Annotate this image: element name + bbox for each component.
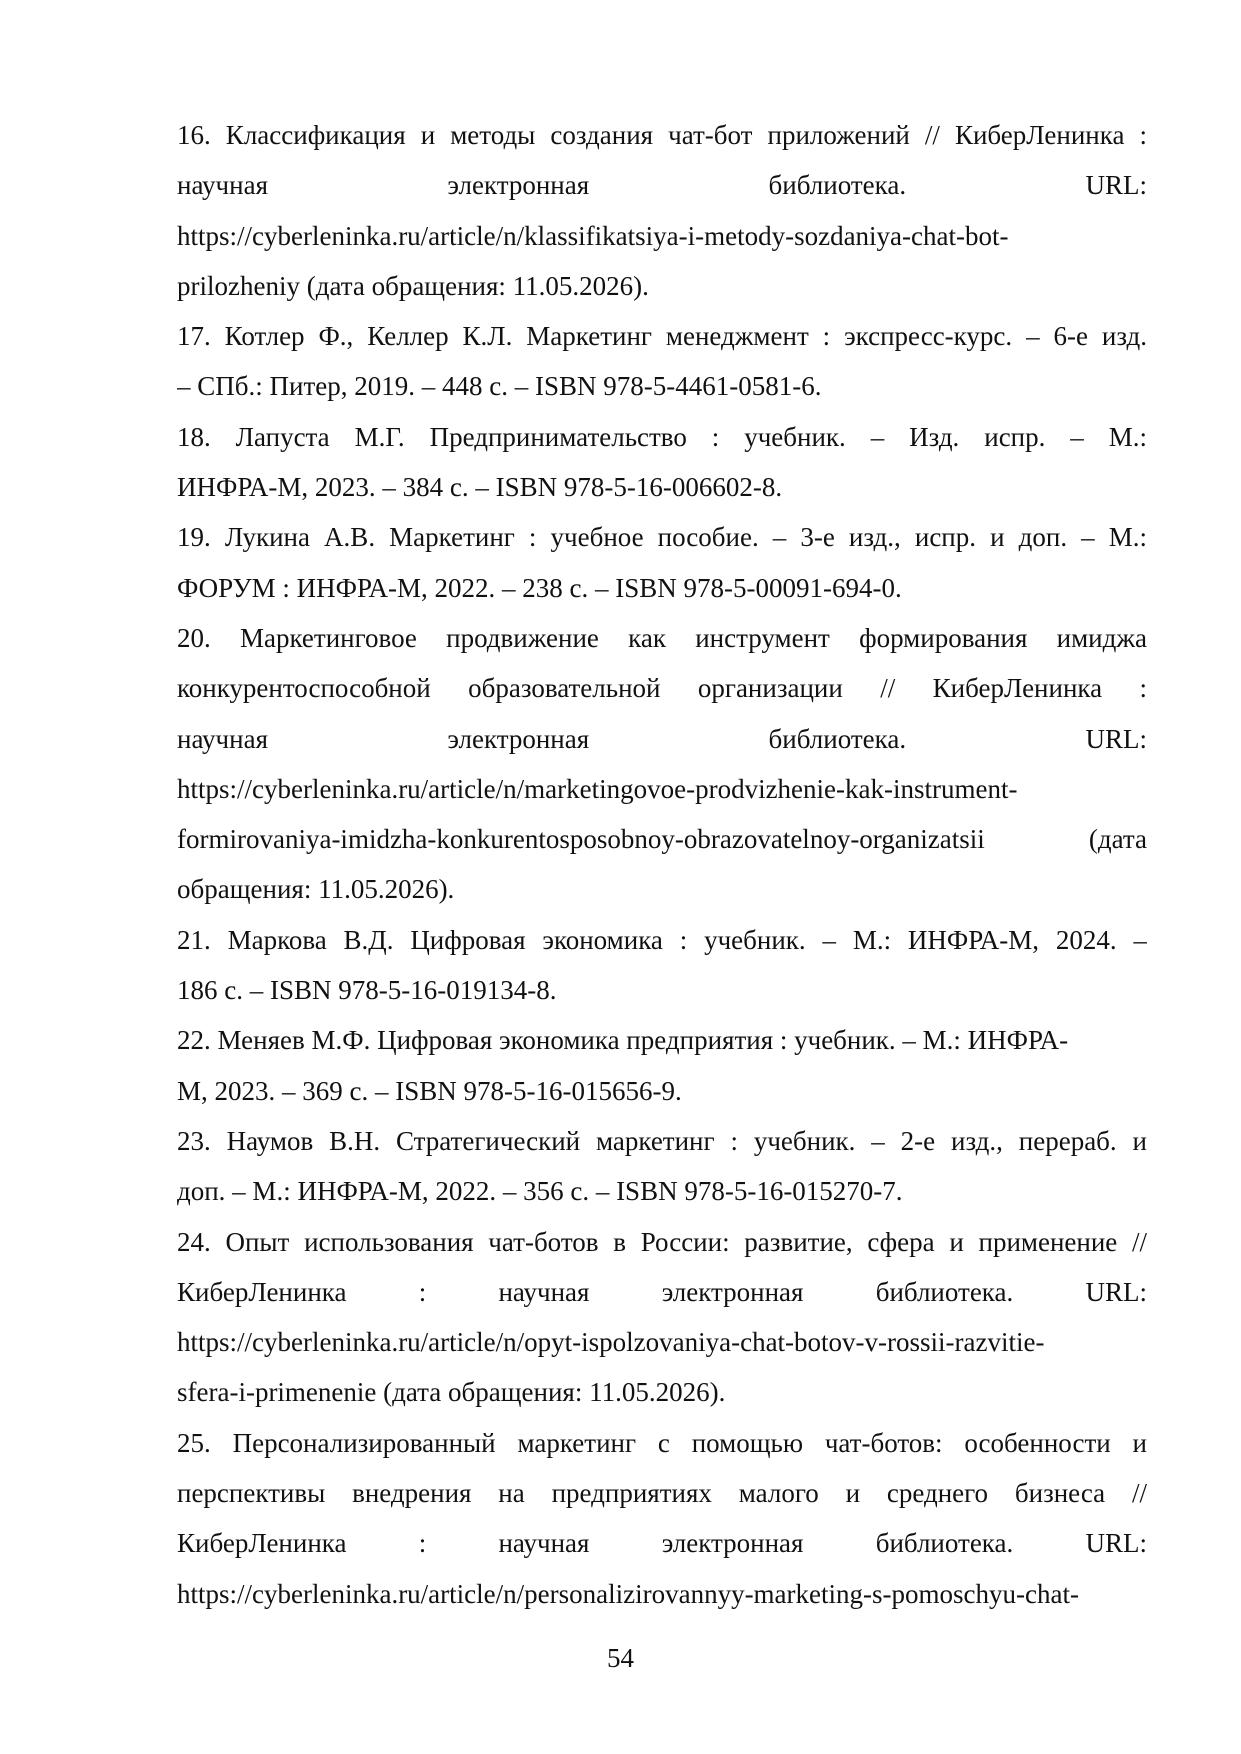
reference-line: formirovaniya-imidzha-konkurentosposobnoy-obrazovatelnoy-organizatsii (дата [177, 824, 1147, 855]
reference-line: – СПб.: Питер, 2019. – 448 с. – ISBN 978-5-4461-0581-6. [177, 371, 822, 402]
reference-line: 20. Маркетинговое продвижение как инструмент формирования имиджа [177, 622, 1147, 653]
reference-line: доп. – М.: ИНФРА-М, 2022. – 356 с. – ISBN 978-5-16-015270-7. [177, 1176, 903, 1207]
reference-item [177, 1418, 1147, 1619]
reference-line: prilozheniy (дата обращения: 11.05.2026). [177, 270, 649, 301]
reference-line: 186 с. – ISBN 978-5-16-019134-8. [177, 975, 557, 1006]
reference-item [177, 915, 1147, 1016]
reference-line: 18. Лапуста М.Г. Предпринимательство : учебник. – Изд. испр. – М.: [177, 421, 1147, 452]
reference-item [177, 311, 1147, 412]
reference-item [177, 512, 1147, 613]
reference-line: https://cyberleninka.ru/article/n/opyt-ispolzovaniya-chat-botov-v-rossii-razvitie- [177, 1327, 1045, 1358]
reference-line: М, 2023. – 369 с. – ISBN 978-5-16-015656-9. [177, 1075, 682, 1106]
reference-item [177, 412, 1147, 513]
reference-line: 16. Классификация и методы создания чат-бот приложений // КиберЛенинка : [177, 120, 1147, 150]
reference-line: 22. Меняев М.Ф. Цифровая экономика предприятия : учебник. – М.: ИНФРА- [177, 1025, 1069, 1056]
reference-line: конкурентоспособной образовательной организации // КиберЛенинка : [177, 673, 1147, 704]
reference-line: 23. Наумов В.Н. Стратегический маркетинг : учебник. – 2-е изд., перераб. и [177, 1125, 1147, 1156]
reference-line: 21. Маркова В.Д. Цифровая экономика : учебник. – М.: ИНФРА-М, 2024. – [177, 924, 1147, 955]
reference-item [177, 110, 1147, 311]
reference-line: 19. Лукина А.В. Маркетинг : учебное пособие. – 3-е изд., испр. и доп. – М.: [177, 522, 1147, 553]
reference-line: sfera-i-primenenie (дата обращения: 11.05.2026). [177, 1377, 726, 1408]
reference-item [177, 1116, 1147, 1217]
reference-line: 24. Опыт использования чат-ботов в России: развитие, сфера и применение // [177, 1226, 1147, 1257]
reference-line: 25. Персонализированный маркетинг с помощью чат-ботов: особенности и [177, 1427, 1147, 1458]
page-number: 54 [607, 1643, 634, 1673]
reference-line: 17. Котлер Ф., Келлер К.Л. Маркетинг менеджмент : экспресс-курс. – 6-е изд. [177, 321, 1147, 352]
reference-item [177, 613, 1147, 915]
reference-item [177, 1217, 1147, 1418]
reference-line: https://cyberleninka.ru/article/n/klassifikatsiya-i-metody-sozdaniya-chat-bot- [177, 220, 1009, 251]
reference-line: научная электронная библиотека. URL: [177, 723, 1147, 754]
reference-line: https://cyberleninka.ru/article/n/personalizirovannyy-marketing-s-pomoschyu-chat- [177, 1578, 1079, 1609]
reference-line: обращения: 11.05.2026). [177, 874, 455, 905]
reference-line: научная электронная библиотека. URL: [177, 170, 1147, 201]
reference-line: КиберЛенинка : научная электронная библиотека. URL: [177, 1276, 1147, 1307]
reference-list [177, 110, 1147, 1619]
reference-line: ИНФРА-М, 2023. – 384 с. – ISBN 978-5-16-006602-8. [177, 472, 783, 503]
reference-line: https://cyberleninka.ru/article/n/marketingovoe-prodvizhenie-kak-instrument- [177, 773, 1018, 804]
reference-line: ФОРУМ : ИНФРА-М, 2022. – 238 с. – ISBN 978-5-00091-694-0. [177, 572, 902, 603]
reference-item [177, 1015, 1147, 1116]
reference-line: КиберЛенинка : научная электронная библиотека. URL: [177, 1528, 1147, 1559]
reference-line: перспективы внедрения на предприятиях малого и среднего бизнеса // [177, 1478, 1147, 1509]
